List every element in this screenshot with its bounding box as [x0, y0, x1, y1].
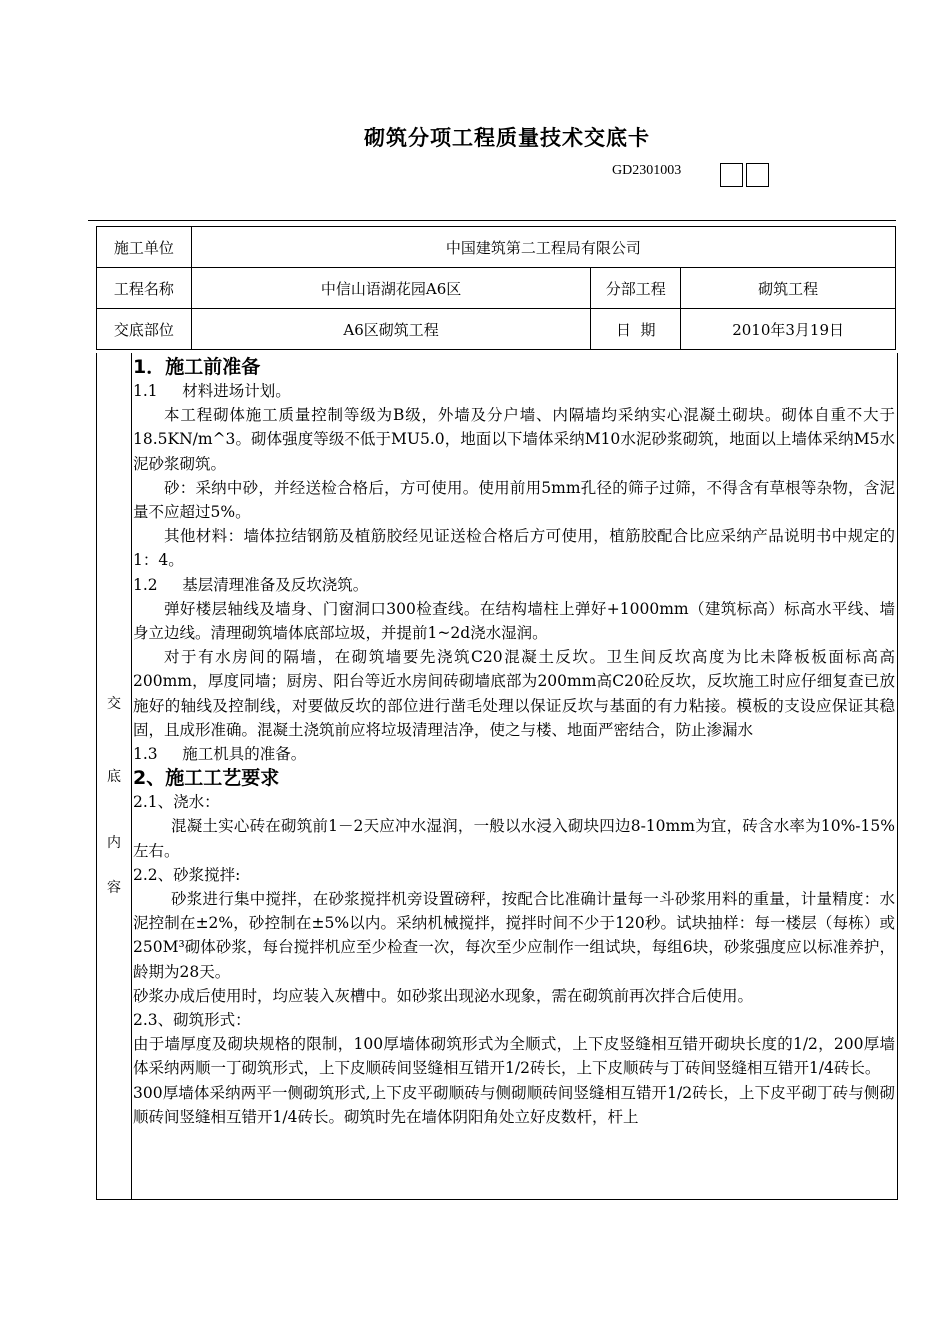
info-table: [96, 226, 896, 350]
project-value: 中信山语湖花园A6区: [191, 268, 590, 309]
subsection-heading: 2.3、砌筑形式：: [133, 1011, 251, 1030]
content-body: [133, 355, 895, 1129]
document-code: GD2301003: [612, 163, 682, 178]
top-rule: [88, 220, 896, 221]
subproject-value: 砌筑工程: [681, 268, 896, 309]
paragraph: 对于有水房间的隔墙，在砌筑墙要先浇筑C20混凝土反坎。卫生间反坎高度为比未降板板面标高高200mm，厚度同墙；厨房、阳台等近水房间砖砌墙底部为200mm高C20砼反坎，反坎施工时应仔细复查已放施好的轴线及控制线，对要做反坎的部位进行凿毛处理以保证反坎与基面的有力粘接。模板的支设应保证其稳固，且成形准确。混凝土浇筑前应将垃圾清理洁净，使之与楼、地面严密结合，防止渗漏水: [133, 648, 895, 739]
side-char: 容: [107, 880, 121, 896]
subsection-heading: 1.1 材料进场计划。: [133, 382, 291, 400]
side-char: 底: [107, 769, 121, 785]
paragraph: 由于墙厚度及砌块规格的限制，100厚墙体砌筑形式为全顺式，上下皮竖缝相互错开砌块长度的1/2，200厚墙体采纳两顺一丁砌筑形式，上下皮顺砖间竖缝相互错开1/2砖长，上下皮顺砖与丁砖间竖缝相互错开1/4砖长。: [133, 1035, 895, 1078]
content-side-label: [97, 353, 132, 1199]
checkbox-2: [746, 163, 769, 187]
section-heading: 2、施工工艺要求: [133, 767, 280, 790]
section-heading: 1．施工前准备: [133, 356, 261, 378]
subsection-heading: 1.2 基层清理准备及反坎浇筑。: [133, 575, 369, 594]
side-char: 交: [107, 696, 121, 712]
unit-label: 施工单位: [97, 227, 192, 268]
table-row: [97, 268, 896, 309]
paragraph: 本工程砌体施工质量控制等级为B级，外墙及分户墙、内隔墙均采纳实心混凝土砌块。砌体自重不大于18.5KN/m^3。砌体强度等级不低于MU5.0，地面以下墙体采纳M10水泥砂浆砌筑，地面以上墙体采纳M5水泥砂浆砌筑。: [133, 406, 895, 473]
part-value: A6区砌筑工程: [191, 309, 590, 350]
subsection-heading: 2.2、砂浆搅拌:: [133, 865, 241, 884]
paragraph: 其他材料：墙体拉结钢筋及植筋胶经见证送检合格后方可使用，植筋胶配合比应采纳产品说明书中规定的1：4。: [133, 527, 895, 570]
paragraph: 砂：采纳中砂，并经送检合格后，方可使用。使用前用5mm孔径的筛子过筛，不得含有草根等杂物，含泥量不应超过5%。: [133, 478, 895, 522]
subsection-heading: 1.3 施工机具的准备。: [133, 745, 307, 764]
part-label: 交底部位: [97, 309, 192, 350]
table-row: [97, 309, 896, 350]
paragraph: 砂浆进行集中搅拌，在砂浆搅拌机旁设置磅秤，按配合比准确计量每一斗砂浆用料的重量，计量精度：水泥控制在±2%，砂控制在±5%以内。采纳机械搅拌，搅拌时间不少于120秒。试块抽样：每一楼层（每栋）或250M³砌体砂浆，每台搅拌机应至少检查一次，每次至少应制作一组试块，每组6块，砂浆强度应以标准养护，龄期为28天。: [133, 890, 895, 981]
table-row: [97, 227, 896, 268]
checkbox-1: [720, 163, 743, 187]
subproject-label: 分部工程: [591, 268, 681, 309]
document-title: 砌筑分项工程质量技术交底卡: [364, 125, 650, 150]
date-label: 日 期: [591, 309, 681, 350]
unit-value: 中国建筑第二工程局有限公司: [191, 227, 895, 268]
content-section: [96, 353, 898, 1200]
subsection-heading: 2.1、浇水：: [133, 793, 220, 812]
paragraph: 弹好楼层轴线及墙身、门窗洞口300检查线。在结构墙柱上弹好+1000mm（建筑标高）标高水平线、墙身立边线。清理砌筑墙体底部垃圾，并提前1~2d浇水湿润。: [133, 599, 895, 643]
project-label: 工程名称: [97, 268, 192, 309]
date-value: 2010年3月19日: [681, 309, 896, 350]
side-char: 内: [107, 835, 121, 851]
paragraph: 砂浆办成后使用时，均应装入灰槽中。如砂浆出现泌水现象，需在砌筑前再次拌合后使用。: [133, 986, 754, 1005]
paragraph: 300厚墙体采纳两平一侧砌筑形式,上下皮平砌顺砖与侧砌顺砖间竖缝相互错开1/2砖长，上下皮平砌丁砖与侧砌顺砖间竖缝相互错开1/4砖长。砌筑时先在墙体阴阳角处立好皮数杆，杆上: [133, 1083, 895, 1126]
paragraph: 混凝土实心砖在砌筑前1－2天应冲水湿润，一般以水浸入砌块四边8-10mm为宜，砖含水率为10%-15%左右。: [133, 817, 895, 860]
